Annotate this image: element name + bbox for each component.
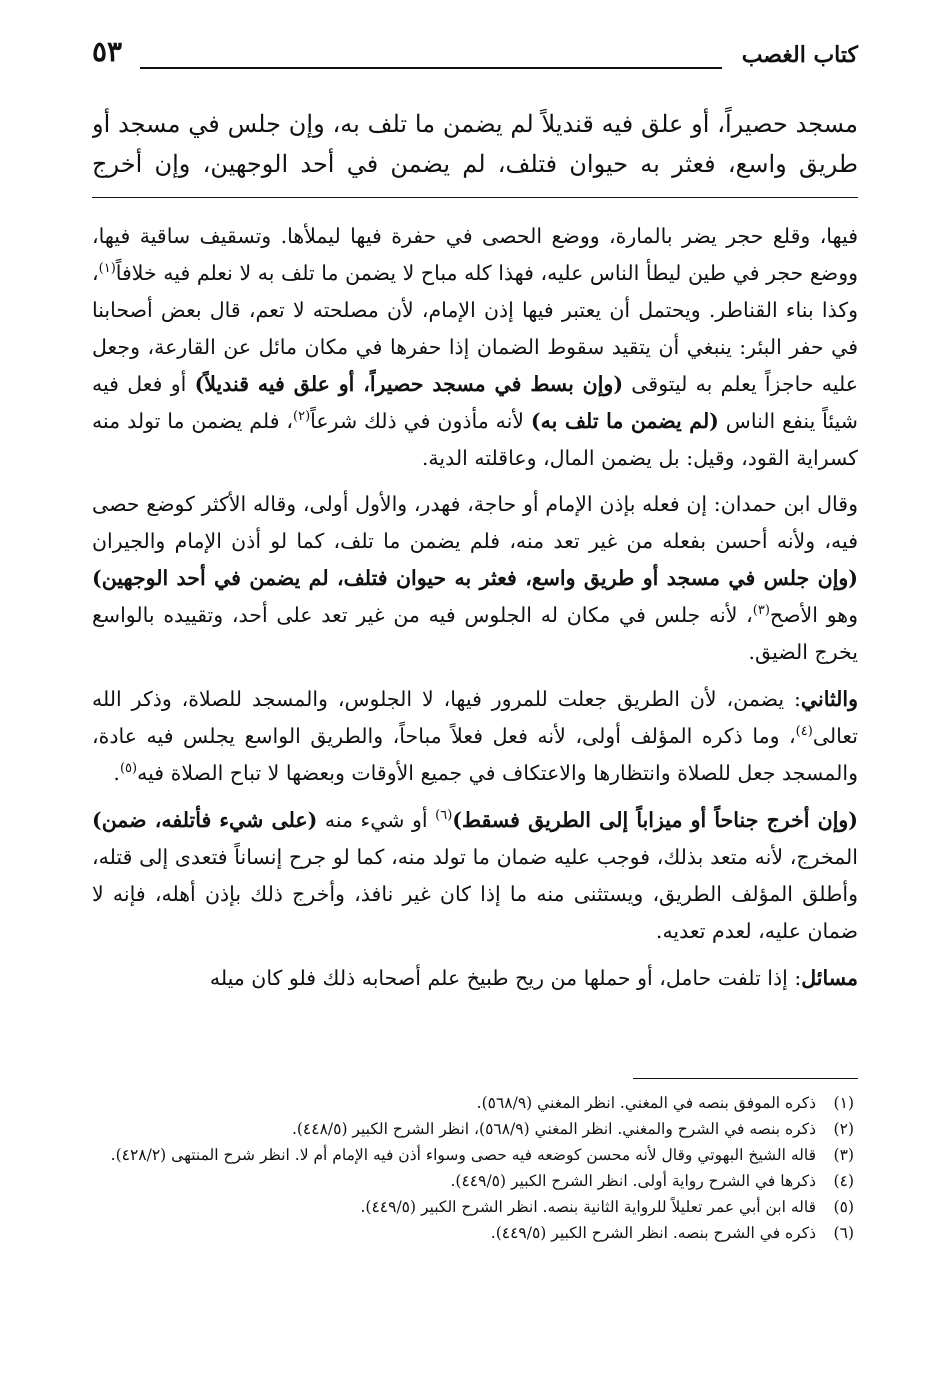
footnote-text: ذكره بنصه في الشرح والمغني. انظر المغني (٥٦٨/٩)، انظر الشرح الكبير (٤٤٨/٥).	[291, 1120, 816, 1138]
footnote-ref: (٣)	[752, 603, 770, 619]
footnote	[92, 1090, 854, 1116]
text-run: : يضمن، لأن الطريق جعلت للمرور فيها، لا الجلوس، والمسجد للصلاة، وذكر الله تعالى	[92, 687, 858, 748]
footnote	[92, 1194, 854, 1220]
footnote	[92, 1116, 854, 1142]
text-run: فيها، وقلع حجر يضر بالمارة، ووضع الحصى في حفرة فيها ليملأها. وتسقيف ساقية فيها، ووضع حجر في طين ليطأ الناس عليه، فهذا كله مباح لا يضمن ما تلف به لا نعلم فيه خلافاً	[92, 224, 858, 285]
text-run: ، لأنه جلس في مكان له الجلوس فيه من غير تعد على أحد، وتقييده بالواسع يخرج الضيق.	[92, 603, 858, 664]
matn-block	[92, 104, 858, 184]
text-run: لأنه مأذون في ذلك شرعاً	[310, 409, 531, 433]
text-run: أو فعل فيه شيئاً ينفع الناس	[92, 372, 858, 433]
footnote-number: (٦)	[833, 1224, 854, 1242]
quoted-matn: (على شيء فأتلفه، ضمن)	[92, 808, 318, 832]
quoted-matn: (لم يضمن ما تلف به)	[530, 409, 719, 433]
text-run: المخرج، لأنه متعد بذلك، فوجب عليه ضمان ما تولد منه، كما لو جرح إنساناً فتعدى إلى قتله، وأطلق المؤلف الطريق، ويستثنى منه ما إذا كان غير نافذ، وأخرج ذلك بإذن أهله، فإنه لا ضمان عليه، لعدم تعديه.	[92, 845, 858, 943]
quoted-matn: (وإن أخرج جناحاً أو ميزاباً إلى الطريق فسقط)	[452, 808, 858, 832]
paragraph-4	[92, 802, 858, 950]
footnote-ref: (٦)	[435, 808, 453, 824]
commentary	[92, 218, 858, 1007]
footnote-text: ذكره في الشرح بنصه. انظر الشرح الكبير (٤٤٩/٥).	[490, 1224, 816, 1242]
matn-line: طريق واسع، فعثر به حيوان فتلف، لم يضمن في أحد الوجهين، وإن أخرج	[92, 150, 858, 178]
footnote-text: ذكرها في الشرح رواية أولى. انظر الشرح الكبير (٤٤٩/٥).	[450, 1172, 816, 1190]
text-run: : إذا تلفت حامل، أو حملها من ريح طبيخ علم أصحابه ذلك فلو كان ميله	[209, 966, 802, 990]
text-run: وهو الأصح	[769, 603, 858, 627]
footnote-number: (٥)	[833, 1198, 854, 1216]
footnote-ref: (٤)	[795, 724, 813, 740]
footnote-text: قاله الشيخ البهوتي وقال لأنه محسن كوضعه فيه حصى وسواء أذن فيه الإمام أم لا. انظر شرح المنتهى (٤٢٨/٢).	[110, 1146, 816, 1164]
text-run: .	[113, 761, 120, 785]
paragraph-3	[92, 681, 858, 792]
paragraph-5	[92, 960, 858, 997]
matn-separator	[92, 197, 858, 198]
footnote	[92, 1220, 854, 1246]
page-number: ٥٣	[92, 35, 123, 68]
text-run: ، وما ذكره المؤلف أولى، لأنه فعل فعلاً مباحاً، والطريق الواسع يجلس فيه عادة، والمسجد جعل للصلاة وانتظارها والاعتكاف في جميع الأوقات وبعضها لا تباح الصلاة فيه	[92, 724, 858, 785]
text-run: أو شيء منه	[317, 808, 436, 832]
footnote-number: (٢)	[833, 1120, 854, 1138]
footnote	[92, 1142, 854, 1168]
paragraph-2	[92, 486, 858, 671]
footnote-ref: (٥)	[119, 761, 138, 777]
text-run: ، وكذا بناء القناطر. ويحتمل أن يعتبر فيها إذن الإمام، لأن مصلحته لا تعم، قال بعض أصحابنا في حفر البئر: ينبغي أن يتقيد سقوط الضمان إذا حفرها في مكان مائل عن القارعة، وجعل عليه حاجزاً يعلم به ليتوقى	[92, 261, 858, 396]
footnote-text: ذكره الموفق بنصه في المغني. انظر المغني (٥٦٨/٩).	[476, 1094, 816, 1112]
footnote-ref: (٢)	[293, 409, 311, 425]
quoted-matn: (وإن جلس في مسجد أو طريق واسع، فعثر به حيوان فتلف، لم يضمن في أحد الوجهين)	[92, 566, 858, 590]
text-run: ، فلم يضمن ما تولد منه كسراية القود، وقيل: بل يضمن المال، وعاقلته الدية.	[92, 409, 858, 470]
section-lead: والثاني	[800, 687, 858, 711]
section-lead: مسائل	[801, 966, 858, 990]
footnote-separator	[633, 1078, 858, 1079]
footnote-number: (١)	[833, 1094, 854, 1112]
footnote-number: (٣)	[833, 1146, 854, 1164]
matn-line: مسجد حصيراً، أو علق فيه قنديلاً لم يضمن ما تلف به، وإن جلس في مسجد أو	[92, 110, 858, 138]
footnote-number: (٤)	[833, 1172, 854, 1190]
footnote	[92, 1168, 854, 1194]
footnote-text: قاله ابن أبي عمر تعليلاً للرواية الثانية بنصه. انظر الشرح الكبير (٤٤٩/٥).	[360, 1198, 816, 1216]
footnotes	[92, 1090, 854, 1246]
quoted-matn: (وإن بسط في مسجد حصيراً، أو علق فيه قنديلاً)	[194, 372, 624, 396]
header-rule	[140, 67, 722, 69]
chapter-title: كتاب الغصب	[741, 42, 858, 68]
footnote-ref: (١)	[98, 261, 116, 277]
text-run: وقال ابن حمدان: إن فعله بإذن الإمام أو حاجة، فهدر، والأول أولى، وقاله الأكثر كوضع حصى فيه، ولأنه أحسن بفعله من غير تعد منه، فلم يضمن ما تلف، كما لو أذن الإمام والجيران	[92, 492, 858, 553]
paragraph-1	[92, 218, 858, 477]
